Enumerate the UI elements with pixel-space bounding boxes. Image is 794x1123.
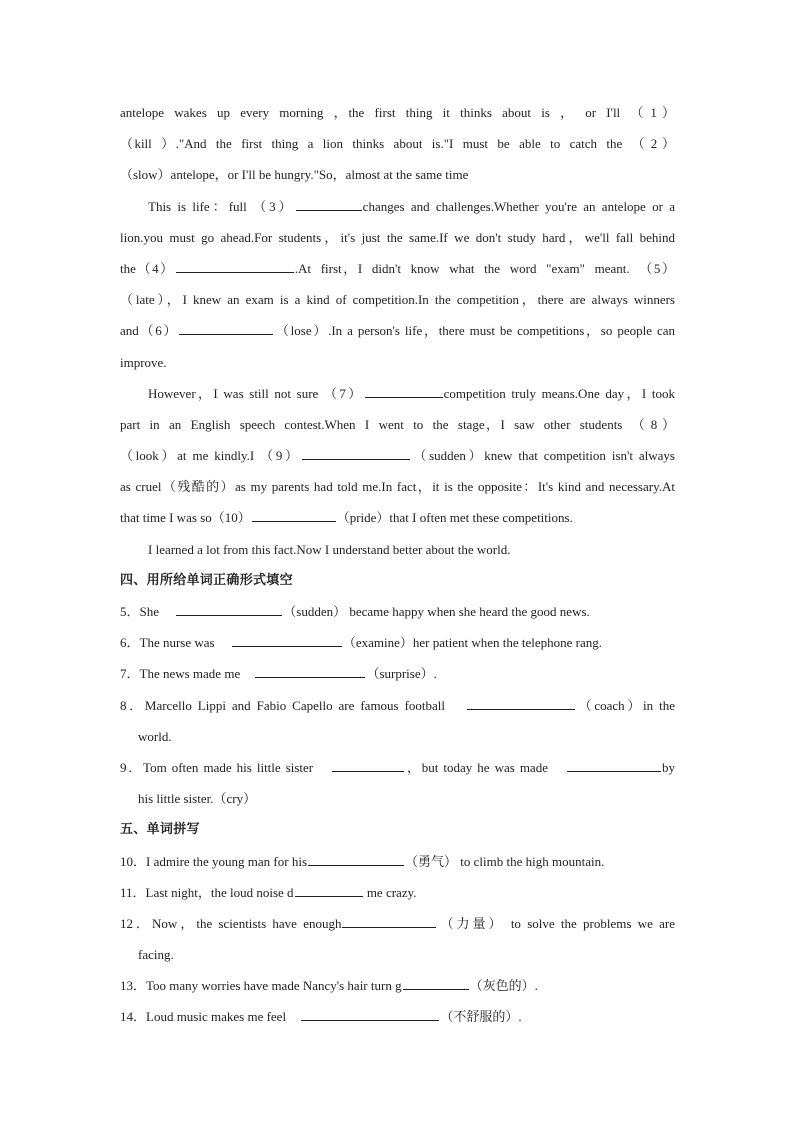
passage-line: antelope wakes up every morning ，the first thing it thinks about is ， or I'll （ 1 ） bbox=[120, 105, 675, 120]
answer-blank[interactable] bbox=[295, 883, 363, 897]
passage-line: part in an English speech contest.When I went to the stage，I saw other students （ 8 ） bbox=[120, 416, 675, 432]
answer-blank[interactable] bbox=[467, 696, 575, 710]
blank-9[interactable] bbox=[302, 446, 410, 460]
answer-blank[interactable] bbox=[255, 664, 365, 678]
passage-line: improve. bbox=[120, 354, 167, 370]
question-10: 10．I admire the young man for his （勇气） to climb the high mountain. bbox=[120, 853, 605, 869]
passage-line: that time I was so（10） （pride）that I often met these competitions. bbox=[120, 510, 573, 526]
question-14: 14．Loud music makes me feel （不舒服的）. bbox=[120, 1009, 522, 1025]
question-11: 11．Last night，the loud noise d me crazy. bbox=[120, 884, 417, 900]
passage-line: （kill ）."And the first thing a lion thinks about is."I must be able to catch the （ 2 ） bbox=[120, 136, 675, 152]
answer-blank[interactable] bbox=[567, 758, 661, 772]
answer-blank[interactable] bbox=[176, 602, 282, 616]
passage-line: I learned a lot from this fact.Now I understand better about the world. bbox=[148, 541, 511, 557]
section-heading: 四、用所给单词正确形式填空 bbox=[120, 572, 293, 588]
passage-line: lion.you must go ahead.For students，it's just the same.If we don't study hard，we'll fall behind bbox=[120, 229, 675, 245]
section-heading: 五、单词拼写 bbox=[120, 822, 200, 838]
blank-10[interactable] bbox=[252, 508, 336, 522]
passage-line: （look）at me kindly.I （9） （sudden）knew that competition isn't always bbox=[120, 448, 675, 464]
question-13: 13．Too many worries have made Nancy's hair turn g （灰色的）. bbox=[120, 978, 538, 994]
answer-blank[interactable] bbox=[332, 758, 404, 772]
passage-line: （late），I knew an exam is a kind of competition.In the competition，there are always winners bbox=[120, 292, 675, 308]
blank-7[interactable] bbox=[365, 384, 443, 398]
question-6: 6．The nurse was （examine）her patient when the telephone rang. bbox=[120, 635, 603, 651]
question-5: 5．She （sudden） became happy when she heard the good news. bbox=[120, 604, 590, 619]
question-9-cont: his little sister.（cry） bbox=[138, 791, 257, 807]
answer-blank[interactable] bbox=[301, 1007, 439, 1021]
passage-line: However，I was still not sure （7） competition truly means.One day，I took bbox=[148, 385, 675, 401]
passage-line: （slow）antelope，or I'll be hungry."So，almost at the same time bbox=[120, 167, 469, 183]
blank-3[interactable] bbox=[296, 197, 362, 211]
passage-line: This is life：full （3） changes and challenges.Whether you're an antelope or a bbox=[148, 198, 675, 214]
blank-6[interactable] bbox=[179, 321, 273, 335]
answer-blank[interactable] bbox=[232, 633, 342, 647]
question-12-cont: facing. bbox=[138, 947, 174, 963]
passage-line: as cruel（残酷的）as my parents had told me.In fact，it is the opposite：It's kind and necessary.At bbox=[120, 479, 675, 495]
passage-line: the（4） .At first，I didn't know what the word "exam" meant. （5） bbox=[120, 260, 675, 276]
question-12: 12．Now，the scientists have enough （力量） to solve the problems we are bbox=[120, 915, 675, 931]
passage-line: and（6） （lose）.In a person's life，there must be competitions，so people can bbox=[120, 323, 675, 339]
worksheet-page bbox=[120, 97, 675, 1033]
question-8-cont: world. bbox=[138, 728, 172, 744]
question-7: 7．The news made me （surprise）. bbox=[120, 666, 437, 682]
answer-blank[interactable] bbox=[403, 976, 469, 990]
question-8: 8．Marcello Lippi and Fabio Capello are famous football （coach）in the bbox=[120, 697, 675, 713]
blank-4[interactable] bbox=[176, 259, 294, 273]
question-9: 9．Tom often made his little sister ，but today he was made by bbox=[120, 759, 675, 775]
answer-blank[interactable] bbox=[342, 914, 436, 928]
answer-blank[interactable] bbox=[308, 852, 404, 866]
